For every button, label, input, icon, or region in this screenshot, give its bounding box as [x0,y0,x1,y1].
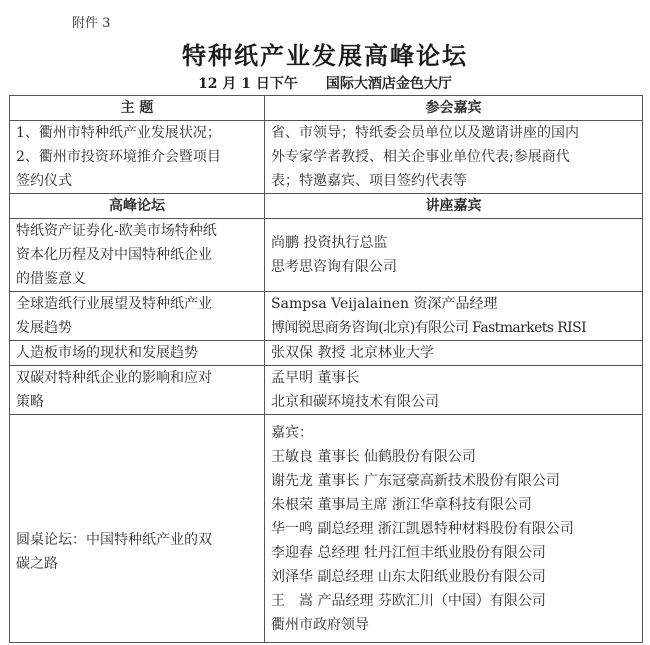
topic-cell [10,341,265,366]
speaker-line: Sampsa Veijalainen 资深产品经理 [271,296,498,312]
table-row [10,366,643,415]
attachment-label: 附件 3 [72,16,111,31]
topic-line: 的借鉴意义 [16,271,86,287]
header-topic: 主 题 [10,96,265,121]
roundtable-row [10,415,643,643]
speaker-line: 尚鹏 投资执行总监 [271,235,388,251]
forum-schedule-table [9,95,643,643]
speaker-cell [265,292,643,341]
guest-entry: 朱根荣 董事局主席 浙江华章科技有限公司 [271,496,532,513]
attendee-line: 省、市领导；特纸委会员单位以及邀请讲座的国内 [271,125,579,141]
guest-entry: 华一鸣 副总经理 浙江凯恩特种材料股份有限公司 [271,520,574,537]
page-title: 特种纸产业发展高峰论坛 [182,41,468,70]
attendees-cell [265,121,643,194]
topic-line: 资本化历程及对中国特种纸企业 [16,247,212,263]
topic-line: 2、衢州市投资环境推介会暨项目 [16,149,221,165]
event-date: 12 月 1 日下午 [198,76,298,92]
table-header-row [10,194,643,219]
speaker-line: 孟早明 董事长 [271,370,360,386]
speaker-cell [265,341,643,366]
header-lecture-speakers: 讲座嘉宾 [265,194,643,219]
table-header-row [10,96,643,121]
guest-entry: 王敏良 董事长 仙鹤股份有限公司 [271,448,476,465]
guest-entry: 刘泽华 副总经理 山东太阳纸业股份有限公司 [271,568,546,585]
table-row [10,292,643,341]
header-attendees: 参会嘉宾 [265,96,643,121]
header-summit-forum: 高峰论坛 [10,194,265,219]
guests-label: 嘉宾： [271,424,313,441]
topic-line: 特纸资产证券化-欧美市场特种纸 [16,223,217,239]
attendee-line: 外专家学者教授、相关企事业单位代表;参展商代 [271,149,570,165]
guest-entry: 谢先龙 董事长 广东冠豪高新技术股份有限公司 [271,472,560,489]
table-row [10,121,643,194]
guest-entry: 王 嵩 产品经理 芬欧汇川（中国）有限公司 [271,592,546,609]
speaker-cell [265,366,643,415]
topic-line: 签约仪式 [16,173,72,189]
topic-line: 策略 [16,394,44,410]
speaker-cell [265,219,643,292]
guest-entry: 衢州市政府领导 [271,616,369,633]
roundtable-guests-cell [265,415,643,643]
speaker-line: 张双保 教授 北京林业大学 [271,345,434,361]
speaker-line: 博闻锐思商务咨询(北京)有限公司 Fastmarkets RISI [271,320,587,336]
speaker-line: 北京和碳环境技术有限公司 [271,394,439,410]
attendee-line: 表；特邀嘉宾、项目签约代表等 [271,173,467,189]
table-row [10,219,643,292]
topic-cell [10,121,265,194]
event-venue: 国际大酒店金色大厅 [325,76,452,92]
topic-cell [10,292,265,341]
topic-cell [10,366,265,415]
topic-cell [10,219,265,292]
guest-entry: 李迎春 总经理 牡丹江恒丰纸业股份有限公司 [271,544,546,561]
topic-line: 碳之路 [16,555,58,572]
topic-line: 发展趋势 [16,320,72,336]
topic-line: 1、衢州市特种纸产业发展状况； [16,125,221,141]
topic-line: 人造板市场的现状和发展趋势 [16,345,198,361]
topic-line: 全球造纸行业展望及特种纸产业 [16,296,212,312]
event-subtitle [0,73,650,93]
table-row [10,341,643,366]
topic-line: 双碳对特种纸企业的影响和应对 [16,370,212,386]
speaker-line: 思考思咨询有限公司 [271,259,397,275]
roundtable-topic-cell [10,415,265,643]
topic-line: 圆桌论坛：中国特种纸产业的双 [16,531,212,548]
